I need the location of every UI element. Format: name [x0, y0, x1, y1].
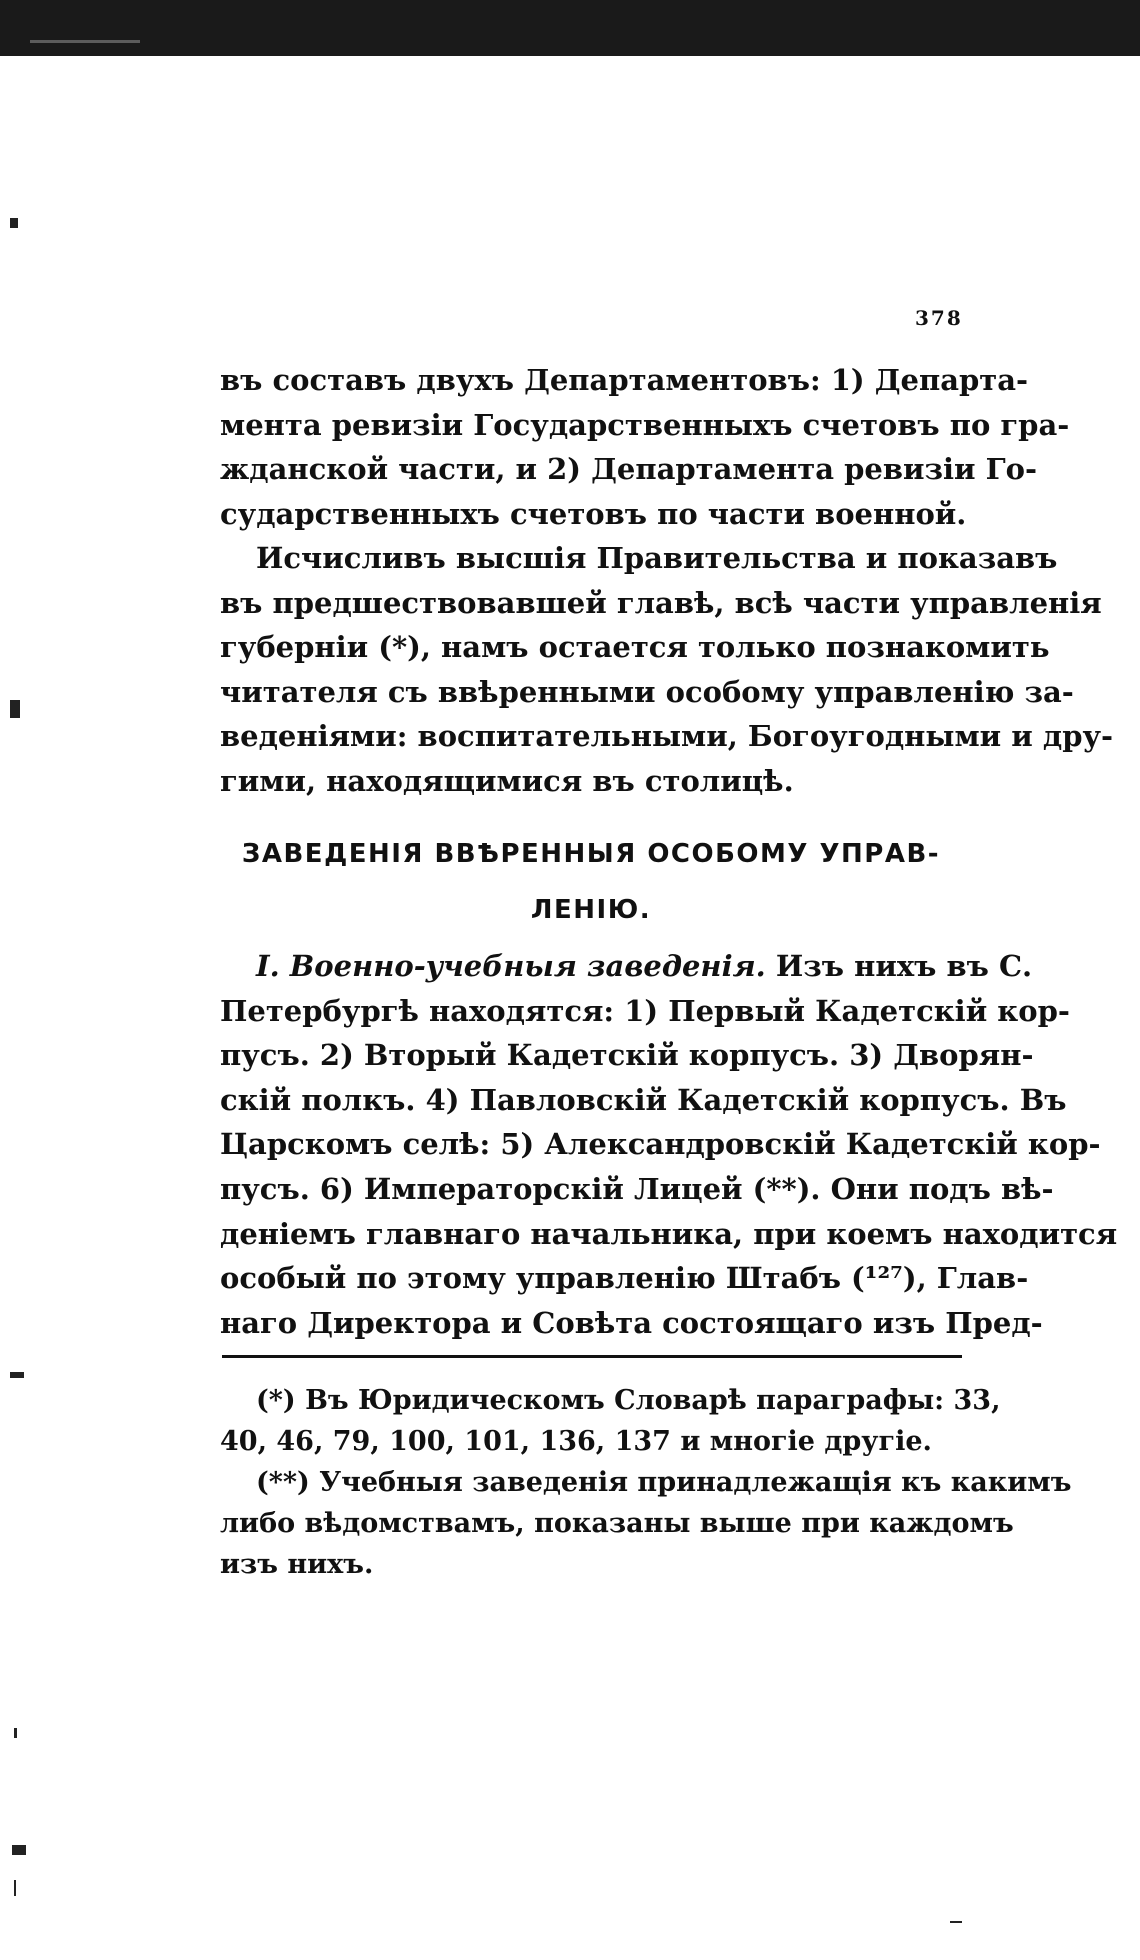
footnote-divider — [222, 1355, 962, 1358]
paragraph-continuation — [220, 358, 1070, 536]
subsection-title: I. Военно-учебныя заведенія. — [256, 949, 766, 983]
text-line: пусъ. 2) Вторый Кадетскій корпусъ. 3) Дворян- — [220, 1038, 1034, 1073]
text-line: скій полкъ. 4) Павловскій Кадетскій корпусъ. Въ — [220, 1082, 1067, 1117]
heading-line: ЗАВЕДЕНІЯ ВВѢРЕННЫЯ ОСОБОМУ УПРАВ- — [241, 839, 941, 869]
text-line: наго Директора и Совѣта состоящаго изъ Пред- — [220, 1305, 1043, 1340]
footnote-line: 40, 46, 79, 100, 101, 136, 137 и многіе другіе. — [220, 1426, 932, 1457]
paragraph-military-schools — [220, 944, 1118, 1345]
scan-speck — [10, 218, 18, 228]
text-line: пусъ. 6) Императорскій Лицей (**). Они подъ вѣ- — [220, 1171, 1054, 1206]
text-line: особый по этому управленію Штабъ (¹²⁷), Глав- — [220, 1261, 1029, 1296]
text-line: Царскомъ селѣ: 5) Александровскій Кадетскій кор- — [220, 1127, 1101, 1162]
text-line: деніемъ главнаго начальника, при коемъ находится — [220, 1216, 1118, 1251]
scan-speck — [10, 700, 20, 718]
text-fragment: Изъ нихъ въ С. — [765, 949, 1033, 983]
text-line: Исчисливъ высшія Правительства и показавъ — [256, 541, 1058, 575]
text-line — [220, 944, 1033, 989]
footnote-line: (*) Въ Юридическомъ Словарѣ параграфы: 33, — [256, 1385, 1001, 1416]
text-line: губерніи (*), намъ остается только познакомить — [220, 630, 1050, 665]
scan-speck — [10, 1372, 24, 1378]
text-line: сударственныхъ счетовъ по части военной. — [220, 496, 967, 531]
text-line: жданской части, и 2) Департамента ревизіи Го- — [220, 452, 1038, 487]
text-line: Петербургѣ находятся: 1) Первый Кадетскій кор- — [220, 993, 1070, 1028]
text-line: мента ревизіи Государственныхъ счетовъ по гра- — [220, 407, 1070, 442]
footnote-line: либо вѣдомствамъ, показаны выше при каждомъ — [220, 1508, 1014, 1539]
scan-speck — [12, 1845, 26, 1855]
text-line: въ составъ двухъ Департаментовъ: 1) Департа- — [220, 363, 1029, 397]
scan-speck — [14, 1728, 17, 1738]
text-line: въ предшествовавшей главѣ, всѣ части управленія — [220, 585, 1102, 620]
paragraph-institutions-intro — [220, 536, 1114, 804]
scan-speck — [950, 1921, 962, 1923]
heading-line: ЛЕНІЮ. — [530, 895, 652, 925]
footnote-line: изъ нихъ. — [220, 1549, 374, 1580]
section-heading — [220, 832, 962, 932]
page-number: 378 — [915, 306, 963, 330]
text-line: гими, находящимися въ столицѣ. — [220, 763, 794, 798]
text-line: веденіями: воспитательными, Богоугодными и дру- — [220, 719, 1114, 754]
text-line: читателя съ ввѣренными особому управленію за- — [220, 674, 1074, 709]
scan-speck — [14, 1880, 16, 1896]
footnotes — [220, 1380, 1072, 1585]
scan-top-bar — [0, 0, 1140, 56]
footnote-line: (**) Учебныя заведенія принадлежащія къ какимъ — [256, 1467, 1072, 1498]
scan-streak — [30, 40, 140, 43]
